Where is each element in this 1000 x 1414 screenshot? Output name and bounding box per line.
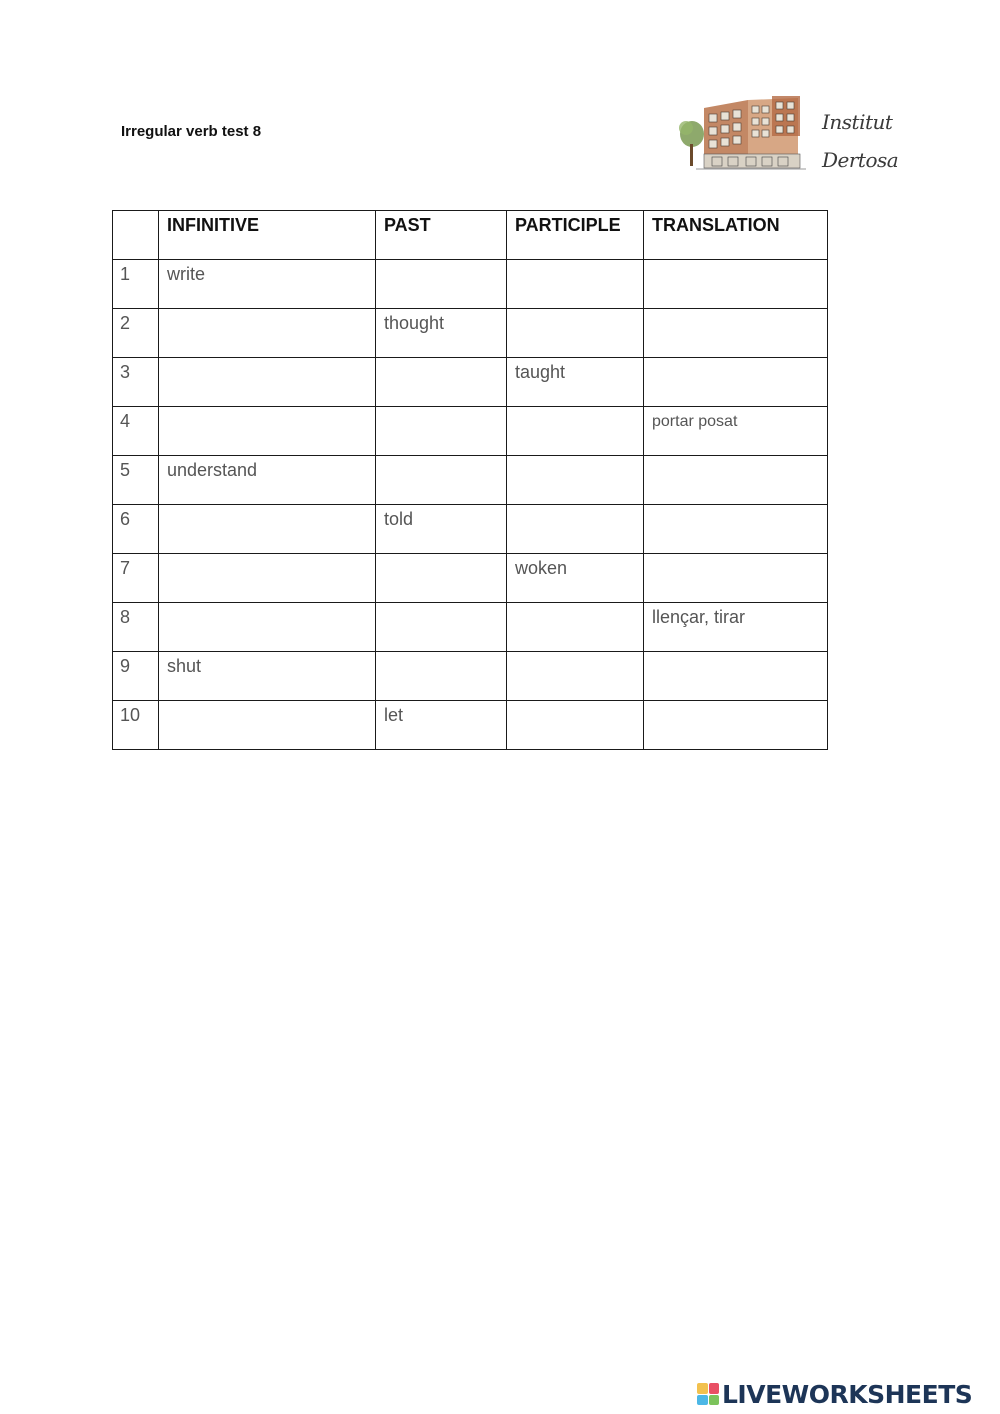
past-cell[interactable]	[376, 358, 507, 407]
participle-cell[interactable]	[507, 456, 644, 505]
past-cell[interactable]	[376, 456, 507, 505]
participle-cell[interactable]: taught	[507, 358, 644, 407]
row-number: 10	[113, 701, 159, 750]
participle-cell[interactable]	[507, 260, 644, 309]
row-number: 6	[113, 505, 159, 554]
table-row	[113, 505, 828, 554]
table-header-row	[113, 211, 828, 260]
header-past: PAST	[376, 211, 507, 260]
school-logo-line1: Institut	[822, 110, 893, 134]
participle-cell[interactable]	[507, 309, 644, 358]
translation-cell[interactable]	[644, 652, 828, 701]
past-cell[interactable]: let	[376, 701, 507, 750]
table-row	[113, 456, 828, 505]
icon-square	[697, 1395, 708, 1406]
icon-square	[697, 1383, 708, 1394]
icon-square	[709, 1383, 720, 1394]
row-number: 1	[113, 260, 159, 309]
translation-cell[interactable]	[644, 358, 828, 407]
participle-cell[interactable]	[507, 701, 644, 750]
infinitive-cell[interactable]	[159, 358, 376, 407]
translation-cell[interactable]	[644, 456, 828, 505]
header-infinitive: INFINITIVE	[159, 211, 376, 260]
table-row	[113, 652, 828, 701]
table-row	[113, 358, 828, 407]
translation-cell[interactable]: llençar, tirar	[644, 603, 828, 652]
infinitive-cell[interactable]	[159, 505, 376, 554]
icon-square	[709, 1395, 720, 1406]
table-row	[113, 309, 828, 358]
past-cell[interactable]	[376, 603, 507, 652]
infinitive-cell[interactable]: understand	[159, 456, 376, 505]
table-row	[113, 554, 828, 603]
past-cell[interactable]	[376, 407, 507, 456]
infinitive-cell[interactable]	[159, 554, 376, 603]
school-building-illustration	[676, 94, 826, 176]
row-number: 8	[113, 603, 159, 652]
liveworksheets-icon	[697, 1383, 719, 1405]
row-number: 4	[113, 407, 159, 456]
infinitive-cell[interactable]: write	[159, 260, 376, 309]
translation-cell[interactable]	[644, 505, 828, 554]
translation-cell[interactable]	[644, 554, 828, 603]
row-number: 7	[113, 554, 159, 603]
translation-cell[interactable]	[644, 309, 828, 358]
participle-cell[interactable]	[507, 652, 644, 701]
school-logo-text	[822, 103, 898, 179]
past-cell[interactable]	[376, 652, 507, 701]
row-number: 9	[113, 652, 159, 701]
translation-cell[interactable]	[644, 260, 828, 309]
past-cell[interactable]: thought	[376, 309, 507, 358]
verb-table	[112, 210, 828, 750]
row-number: 2	[113, 309, 159, 358]
header-participle: PARTICIPLE	[507, 211, 644, 260]
worksheet-title: Irregular verb test 8	[121, 123, 262, 140]
liveworksheets-logo[interactable]	[697, 1380, 972, 1408]
past-cell[interactable]: told	[376, 505, 507, 554]
infinitive-cell[interactable]	[159, 701, 376, 750]
header-number	[113, 211, 159, 260]
liveworksheets-brand: LIVEWORKSHEETS	[722, 1379, 973, 1409]
table-row	[113, 407, 828, 456]
translation-cell[interactable]: portar posat	[644, 407, 828, 456]
infinitive-cell[interactable]	[159, 407, 376, 456]
translation-cell[interactable]	[644, 701, 828, 750]
table-row	[113, 603, 828, 652]
participle-cell[interactable]: woken	[507, 554, 644, 603]
table-row	[113, 260, 828, 309]
participle-cell[interactable]	[507, 407, 644, 456]
infinitive-cell[interactable]: shut	[159, 652, 376, 701]
participle-cell[interactable]	[507, 505, 644, 554]
row-number: 5	[113, 456, 159, 505]
infinitive-cell[interactable]	[159, 309, 376, 358]
participle-cell[interactable]	[507, 603, 644, 652]
table-row	[113, 701, 828, 750]
past-cell[interactable]	[376, 260, 507, 309]
row-number: 3	[113, 358, 159, 407]
past-cell[interactable]	[376, 554, 507, 603]
infinitive-cell[interactable]	[159, 603, 376, 652]
school-logo-line2: Dertosa	[822, 148, 899, 172]
header-translation: TRANSLATION	[644, 211, 828, 260]
